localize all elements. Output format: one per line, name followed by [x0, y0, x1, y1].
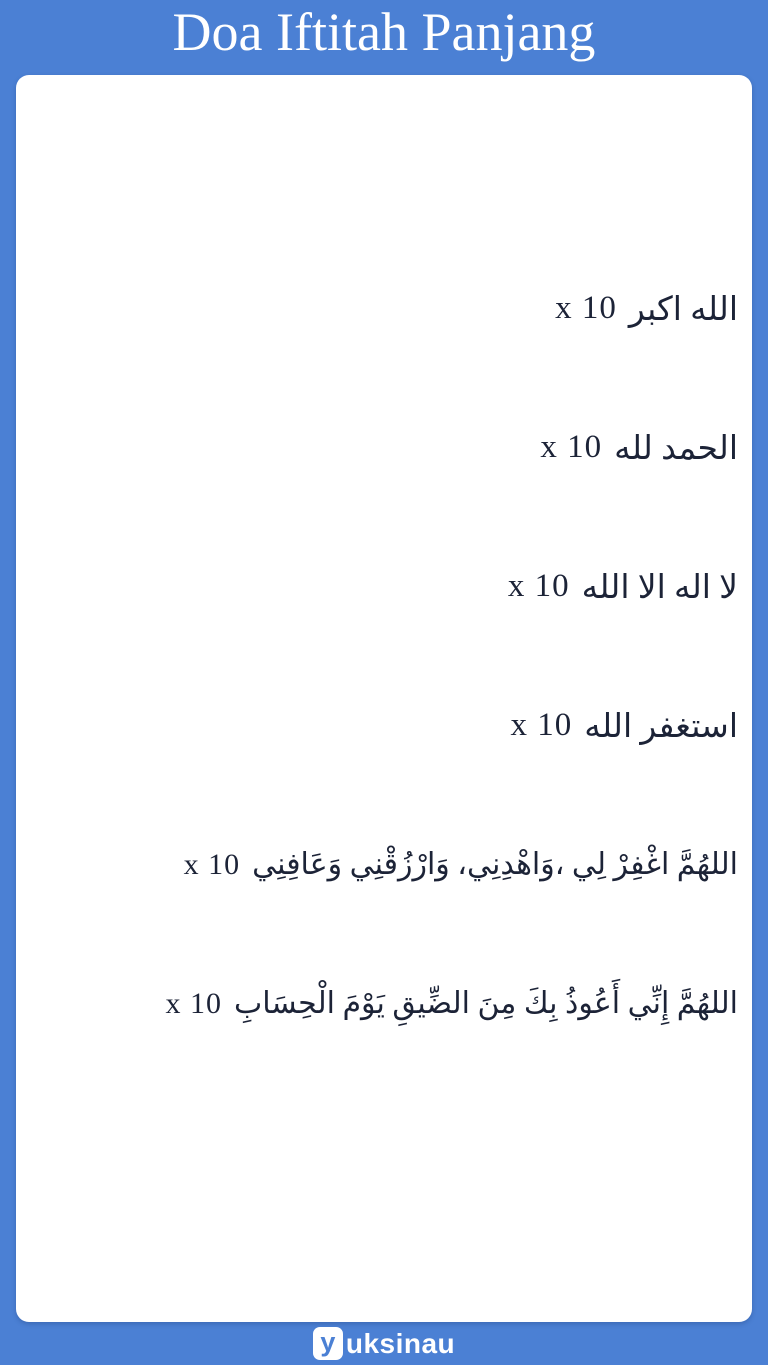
dhikr-arabic-text: لا اله الا الله	[581, 569, 738, 606]
yuksinau-logo[interactable]	[313, 1327, 455, 1360]
dhikr-count: 10 x	[540, 429, 603, 465]
dhikr-count: 10 x	[507, 568, 570, 604]
dhikr-item[interactable]	[30, 517, 738, 656]
dhikr-item[interactable]	[30, 934, 738, 1073]
dhikr-count: 10 x	[555, 290, 617, 326]
dhikr-item[interactable]	[30, 239, 738, 378]
dhikr-arabic-text: اللهُمَّ اغْفِرْ لِي ،وَاهْدِنِي، وَارْزُقْنِي وَعَافِنِي	[252, 848, 738, 881]
page-header	[0, 0, 768, 75]
dhikr-item[interactable]	[30, 795, 738, 934]
page-footer	[0, 1322, 768, 1365]
dhikr-arabic-text: استغفر الله	[584, 708, 738, 745]
dhikr-arabic-text: الحمد لله	[614, 430, 738, 467]
dhikr-item[interactable]	[30, 378, 738, 517]
dhikr-count: 10 x	[510, 707, 573, 743]
dhikr-count: 10 x	[165, 986, 222, 1020]
dhikr-item[interactable]	[30, 656, 738, 795]
yuksinau-logo-icon: y	[313, 1327, 343, 1360]
dhikr-arabic-text: الله اكبر	[628, 291, 738, 328]
dhikr-arabic-text: اللهُمَّ إِنِّي أَعُوذُ بِكَ مِنَ الضِّيقِ يَوْمَ الْحِسَابِ	[234, 987, 738, 1020]
dhikr-list	[16, 75, 752, 1073]
dhikr-card	[16, 75, 752, 1322]
dhikr-count: 10 x	[183, 847, 241, 881]
yuksinau-logo-text: uksinau	[345, 1327, 456, 1359]
page-title: Doa Iftitah Panjang	[172, 1, 596, 62]
